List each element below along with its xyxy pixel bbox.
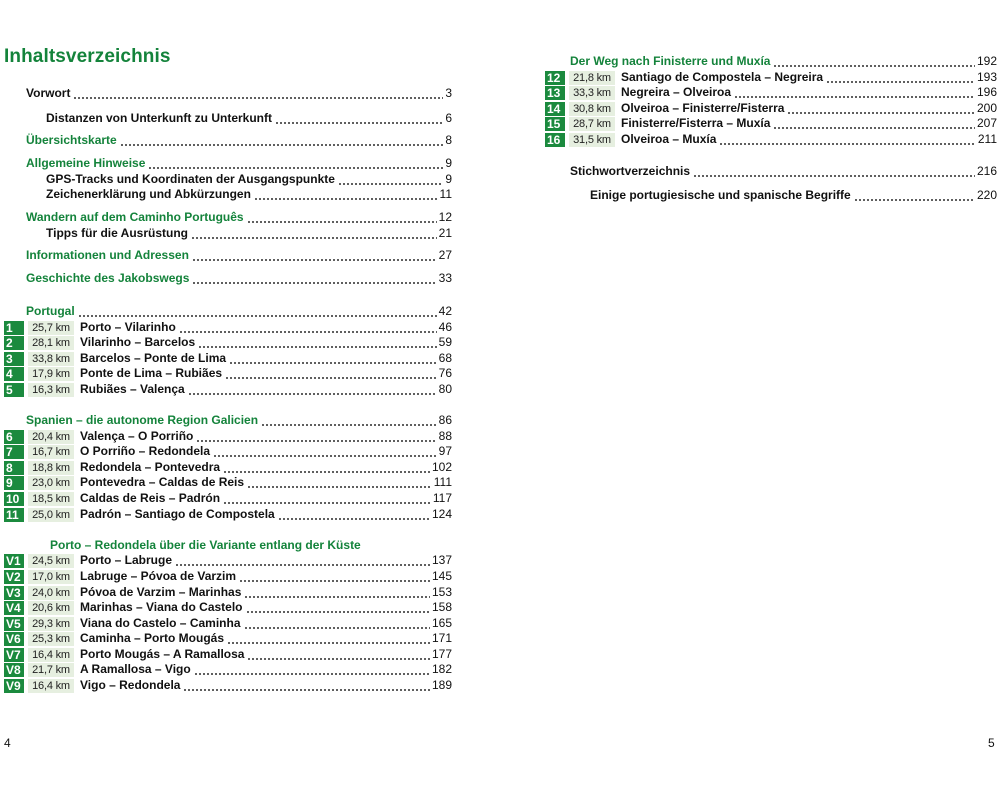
stage-distance: 16,4 km: [28, 648, 74, 662]
toc-entry-page: 21: [438, 226, 452, 240]
stage-route: Rubiães – Valença: [80, 382, 185, 396]
toc-entry-label: Wandern auf dem Caminho Português: [26, 210, 244, 224]
stage-row[interactable]: [545, 116, 997, 131]
stage-page: 171: [431, 631, 452, 645]
stage-page: 189: [431, 678, 452, 692]
leader-dots: [244, 585, 430, 600]
toc-entry-page: 33: [438, 271, 452, 285]
leader-dots: [191, 226, 437, 241]
stage-number-badge: 14: [545, 102, 565, 116]
toc-entry-page: 9: [445, 156, 452, 170]
stage-number-badge: 12: [545, 71, 565, 85]
stage-page: 182: [431, 662, 452, 676]
leader-dots: [693, 164, 975, 179]
leader-dots: [787, 101, 975, 116]
leader-dots: [854, 188, 975, 203]
toc-entry-page: 27: [438, 248, 452, 262]
toc-entry-label: Distanzen von Unterkunft zu Unterkunft: [46, 111, 273, 125]
stage-number-badge: V7: [4, 648, 24, 662]
stage-row[interactable]: [4, 429, 452, 444]
stage-distance: 25,0 km: [28, 508, 74, 522]
stage-number-badge: V2: [4, 570, 24, 584]
stage-row[interactable]: [4, 335, 452, 350]
leader-dots: [179, 320, 437, 335]
toc-entry-uebersichtskarte[interactable]: [26, 133, 452, 148]
stage-number-badge: 6: [4, 430, 24, 444]
leader-dots: [261, 413, 437, 428]
stage-route: Olveiroa – Finisterre/Fisterra: [621, 101, 785, 115]
leader-dots: [120, 133, 444, 148]
stage-number-badge: 15: [545, 117, 565, 131]
stage-distance: 21,7 km: [28, 663, 74, 677]
stage-route: A Ramallosa – Vigo: [80, 662, 191, 676]
stage-route: Porto – Vilarinho: [80, 320, 176, 334]
stage-number-badge: 3: [4, 352, 24, 366]
stage-row[interactable]: [545, 101, 997, 116]
leader-dots: [826, 70, 975, 85]
stage-route: Caminha – Porto Mougás: [80, 631, 225, 645]
stage-row[interactable]: [545, 70, 997, 85]
stage-page: 137: [431, 553, 452, 567]
stage-page: 158: [431, 600, 452, 614]
stage-distance: 28,7 km: [569, 117, 615, 131]
leader-dots: [148, 156, 443, 171]
leader-dots: [192, 271, 436, 286]
toc-entry-stichwortverzeichnis[interactable]: [570, 164, 997, 179]
leader-dots: [338, 172, 443, 187]
leader-dots: [227, 631, 430, 646]
toc-entry-page: 6: [445, 111, 452, 125]
stage-page: 111: [433, 475, 452, 489]
stage-row[interactable]: [4, 631, 452, 646]
leader-dots: [773, 116, 975, 131]
stage-distance: 31,5 km: [569, 133, 615, 147]
stage-route: Caldas de Reis – Padrón: [80, 491, 221, 505]
toc-entry-label: Vorwort: [26, 86, 71, 100]
section-heading-page: 86: [438, 413, 452, 427]
leader-dots: [247, 210, 437, 225]
stage-distance: 16,4 km: [28, 679, 74, 693]
stage-row[interactable]: [4, 491, 452, 506]
toc-entry-allgemeine-hinweise[interactable]: [26, 156, 452, 171]
stage-row[interactable]: [4, 553, 452, 568]
leader-dots: [278, 507, 430, 522]
leader-dots: [223, 460, 430, 475]
toc-entry-label: Stichwortverzeichnis: [570, 164, 691, 178]
section-heading-label: Portugal: [26, 304, 75, 318]
stage-route: Olveiroa – Muxía: [621, 132, 717, 146]
toc-entry-page: 9: [445, 172, 452, 186]
leader-dots: [213, 444, 437, 459]
toc-entry-gps-tracks[interactable]: [46, 172, 452, 187]
leader-dots: [188, 382, 437, 397]
stage-number-badge: 7: [4, 445, 24, 459]
right-page: [500, 0, 1000, 800]
stage-page: 124: [431, 507, 452, 521]
toc-entry-wandern[interactable]: [26, 210, 452, 225]
page-number: 5: [988, 736, 995, 750]
stage-number-badge: 2: [4, 336, 24, 350]
toc-entry-distanzen[interactable]: [46, 111, 452, 126]
stage-route: Pontevedra – Caldas de Reis: [80, 475, 245, 489]
stage-distance: 21,8 km: [569, 71, 615, 85]
toc-entry-page: 8: [445, 133, 452, 147]
stage-row[interactable]: [4, 616, 452, 631]
stage-row[interactable]: [4, 460, 452, 475]
stage-number-badge: 9: [4, 476, 24, 490]
stage-route: Redondela – Pontevedra: [80, 460, 221, 474]
section-heading-kueste[interactable]: [50, 538, 361, 553]
toc-entry-begriffe[interactable]: [590, 188, 997, 203]
section-heading-page: 192: [976, 54, 997, 68]
section-heading-portugal[interactable]: [26, 304, 452, 319]
section-heading-label: Der Weg nach Finisterre und Muxía: [570, 54, 771, 68]
stage-page: 196: [976, 85, 997, 99]
section-heading-label: Spanien – die autonome Region Galicien: [26, 413, 259, 427]
stage-page: 80: [438, 382, 452, 396]
toc-entry-page: 3: [445, 86, 452, 100]
stage-number-badge: 5: [4, 383, 24, 397]
toc-entry-vorwort[interactable]: [26, 86, 452, 101]
section-heading-label: Porto – Redondela über die Variante entlang der Küste: [50, 538, 361, 552]
stage-page: 59: [438, 335, 452, 349]
stage-distance: 17,9 km: [28, 367, 74, 381]
stage-distance: 16,3 km: [28, 383, 74, 397]
stage-route: Labruge – Póvoa de Varzim: [80, 569, 237, 583]
stage-number-badge: 1: [4, 321, 24, 335]
stage-route: Vilarinho – Barcelos: [80, 335, 196, 349]
stage-page: 211: [977, 132, 997, 146]
stage-number-badge: 4: [4, 367, 24, 381]
toc-entry-tipps[interactable]: [46, 226, 452, 241]
toc-entry-label: Geschichte des Jakobswegs: [26, 271, 190, 285]
stage-number-badge: 11: [4, 508, 24, 522]
leader-dots: [183, 678, 430, 693]
toc-entry-label: Zeichenerklärung und Abkürzungen: [46, 187, 251, 201]
leader-dots: [229, 351, 437, 366]
stage-route: Valença – O Porriño: [80, 429, 194, 443]
stage-row[interactable]: [4, 366, 452, 381]
stage-page: 193: [976, 70, 997, 84]
leader-dots: [247, 647, 429, 662]
stage-number-badge: V3: [4, 586, 24, 600]
leader-dots: [719, 132, 975, 147]
stage-row[interactable]: [4, 662, 452, 677]
stage-distance: 30,8 km: [569, 102, 615, 116]
stage-row[interactable]: [4, 351, 452, 366]
stage-route: Barcelos – Ponte de Lima: [80, 351, 227, 365]
stage-distance: 24,5 km: [28, 554, 74, 568]
stage-route: Póvoa de Varzim – Marinhas: [80, 585, 242, 599]
toc-entry-label: Einige portugiesische und spanische Begriffe: [590, 188, 851, 202]
leader-dots: [247, 475, 432, 490]
stage-row[interactable]: [4, 444, 452, 459]
stage-route: Viana do Castelo – Caminha: [80, 616, 241, 630]
toc-entry-informationen[interactable]: [26, 248, 452, 263]
toc-entry-geschichte[interactable]: [26, 271, 452, 286]
leader-dots: [194, 662, 430, 677]
section-heading-finisterre[interactable]: [570, 54, 997, 69]
stage-page: 207: [976, 116, 997, 130]
stage-number-badge: 8: [4, 461, 24, 475]
stage-route: Ponte de Lima – Rubiães: [80, 366, 223, 380]
stage-row[interactable]: [4, 585, 452, 600]
section-heading-page: 42: [438, 304, 452, 318]
toc-entry-page: 11: [439, 187, 452, 201]
stage-route: Vigo – Redondela: [80, 678, 181, 692]
stage-distance: 29,3 km: [28, 617, 74, 631]
stage-row[interactable]: [4, 647, 452, 662]
stage-page: 200: [976, 101, 997, 115]
stage-row[interactable]: [4, 320, 452, 335]
stage-row[interactable]: [4, 475, 452, 490]
page-title: Inhaltsverzeichnis: [4, 46, 171, 67]
stage-page: 145: [431, 569, 452, 583]
stage-number-badge: V9: [4, 679, 24, 693]
stage-distance: 23,0 km: [28, 476, 74, 490]
stage-distance: 25,7 km: [28, 321, 74, 335]
stage-route: O Porriño – Redondela: [80, 444, 211, 458]
leader-dots: [254, 187, 438, 202]
stage-page: 97: [438, 444, 452, 458]
section-heading-spanien[interactable]: [26, 413, 452, 428]
stage-distance: 33,8 km: [28, 352, 74, 366]
stage-row[interactable]: [545, 85, 997, 100]
stage-distance: 20,6 km: [28, 601, 74, 615]
stage-page: 88: [438, 429, 452, 443]
stage-distance: 25,3 km: [28, 632, 74, 646]
leader-dots: [275, 111, 443, 126]
toc-entry-label: GPS-Tracks und Koordinaten der Ausgangspunkte: [46, 172, 335, 186]
leader-dots: [244, 616, 430, 631]
stage-page: 117: [432, 491, 452, 505]
leader-dots: [773, 54, 974, 69]
toc-entry-zeichenerklaerung[interactable]: [46, 187, 452, 202]
stage-page: 102: [431, 460, 452, 474]
leader-dots: [196, 429, 436, 444]
stage-row[interactable]: [4, 569, 452, 584]
stage-distance: 17,0 km: [28, 570, 74, 584]
stage-number-badge: 13: [545, 86, 565, 100]
stage-distance: 33,3 km: [569, 86, 615, 100]
stage-distance: 24,0 km: [28, 586, 74, 600]
stage-distance: 20,4 km: [28, 430, 74, 444]
leader-dots: [734, 85, 975, 100]
leader-dots: [246, 600, 430, 615]
stage-route: Negreira – Olveiroa: [621, 85, 732, 99]
stage-number-badge: 10: [4, 492, 24, 506]
toc-entry-page: 220: [976, 188, 997, 202]
stage-row[interactable]: [4, 507, 452, 522]
leader-dots: [175, 553, 430, 568]
stage-number-badge: V8: [4, 663, 24, 677]
stage-distance: 18,5 km: [28, 492, 74, 506]
stage-row[interactable]: [4, 678, 452, 693]
stage-page: 68: [438, 351, 452, 365]
leader-dots: [223, 491, 431, 506]
stage-number-badge: 16: [545, 133, 565, 147]
toc-entry-label: Übersichtskarte: [26, 133, 117, 147]
stage-row[interactable]: [4, 382, 452, 397]
stage-page: 46: [438, 320, 452, 334]
stage-page: 177: [431, 647, 452, 661]
leader-dots: [239, 569, 430, 584]
stage-route: Marinhas – Viana do Castelo: [80, 600, 243, 614]
stage-number-badge: V4: [4, 601, 24, 615]
stage-row[interactable]: [545, 132, 997, 147]
stage-distance: 18,8 km: [28, 461, 74, 475]
stage-page: 153: [431, 585, 452, 599]
stage-row[interactable]: [4, 600, 452, 615]
stage-number-badge: V5: [4, 617, 24, 631]
toc-entry-label: Allgemeine Hinweise: [26, 156, 146, 170]
stage-route: Santiago de Compostela – Negreira: [621, 70, 824, 84]
toc-entry-page: 12: [438, 210, 452, 224]
page-number: 4: [4, 736, 11, 750]
stage-distance: 28,1 km: [28, 336, 74, 350]
stage-page: 76: [438, 366, 452, 380]
toc-entry-page: 216: [976, 164, 997, 178]
stage-route: Padrón – Santiago de Compostela: [80, 507, 275, 521]
stage-distance: 16,7 km: [28, 445, 74, 459]
stage-number-badge: V6: [4, 632, 24, 646]
stage-route: Finisterre/Fisterra – Muxía: [621, 116, 771, 130]
leader-dots: [192, 248, 437, 263]
leader-dots: [78, 304, 437, 319]
stage-route: Porto – Labruge: [80, 553, 173, 567]
toc-entry-label: Tipps für die Ausrüstung: [46, 226, 189, 240]
leader-dots: [73, 86, 443, 101]
stage-page: 165: [431, 616, 452, 630]
stage-route: Porto Mougás – A Ramallosa: [80, 647, 245, 661]
stage-number-badge: V1: [4, 554, 24, 568]
leader-dots: [225, 366, 437, 381]
leader-dots: [198, 335, 436, 350]
toc-entry-label: Informationen und Adressen: [26, 248, 189, 262]
